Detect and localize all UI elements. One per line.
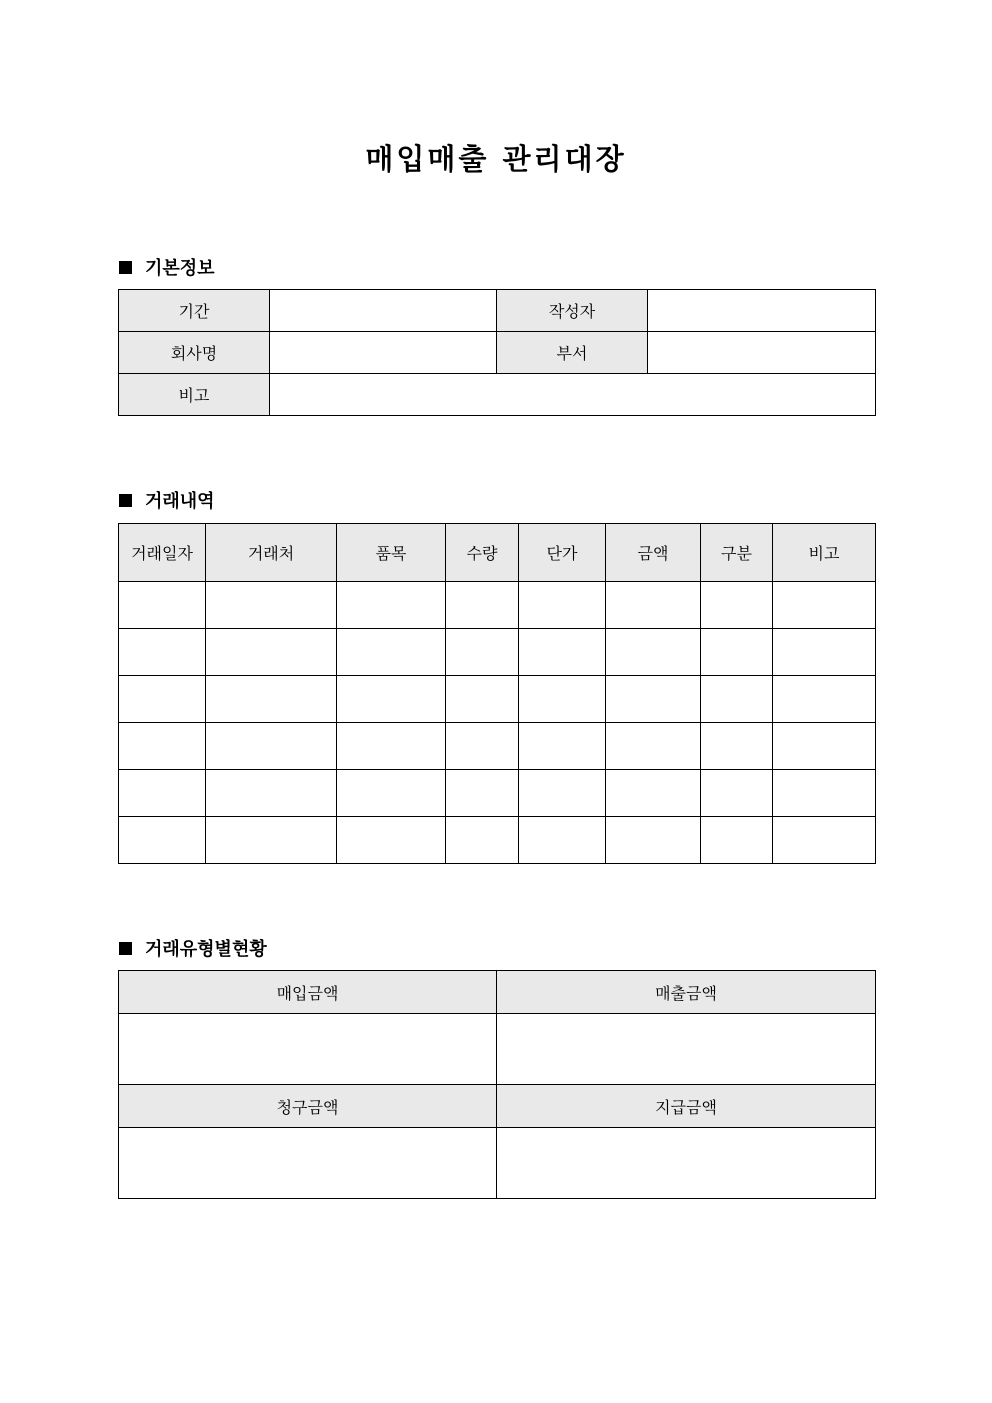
table-cell[interactable] — [337, 582, 446, 629]
table-cell[interactable] — [606, 770, 701, 817]
square-bullet-icon — [119, 494, 132, 507]
table-cell[interactable] — [337, 770, 446, 817]
column-header-type: 구분 — [701, 524, 773, 582]
section-heading-transactions — [119, 487, 215, 513]
column-header-date: 거래일자 — [119, 524, 206, 582]
table-cell[interactable] — [119, 817, 206, 864]
period-label: 기간 — [119, 290, 270, 332]
table-row — [119, 723, 876, 770]
table-cell[interactable] — [119, 582, 206, 629]
table-cell[interactable] — [519, 723, 606, 770]
table-cell[interactable] — [206, 629, 337, 676]
table-cell[interactable] — [773, 629, 876, 676]
basic-info-table — [118, 289, 876, 416]
transactions-header-row — [119, 524, 876, 582]
table-row — [119, 817, 876, 864]
section-heading-label: 거래내역 — [145, 491, 215, 512]
table-cell[interactable] — [206, 770, 337, 817]
company-label: 회사명 — [119, 332, 270, 374]
section-heading-summary — [119, 935, 267, 961]
note-field[interactable] — [270, 374, 876, 416]
table-cell[interactable] — [446, 770, 519, 817]
table-cell[interactable] — [701, 629, 773, 676]
table-cell[interactable] — [773, 770, 876, 817]
table-cell[interactable] — [206, 582, 337, 629]
table-cell[interactable] — [119, 676, 206, 723]
table-cell[interactable] — [519, 629, 606, 676]
table-cell[interactable] — [606, 676, 701, 723]
table-cell[interactable] — [701, 676, 773, 723]
table-cell[interactable] — [773, 817, 876, 864]
department-label: 부서 — [497, 332, 648, 374]
table-cell[interactable] — [519, 582, 606, 629]
column-header-client: 거래처 — [206, 524, 337, 582]
table-cell[interactable] — [446, 629, 519, 676]
billed-amount-field[interactable] — [119, 1128, 497, 1199]
table-cell[interactable] — [773, 582, 876, 629]
summary-table — [118, 970, 876, 1199]
table-cell[interactable] — [519, 770, 606, 817]
sales-amount-label: 매출금액 — [497, 971, 876, 1014]
square-bullet-icon — [119, 261, 132, 274]
billed-amount-label: 청구금액 — [119, 1085, 497, 1128]
column-header-unit-price: 단가 — [519, 524, 606, 582]
table-cell[interactable] — [701, 723, 773, 770]
table-cell[interactable] — [446, 723, 519, 770]
table-cell[interactable] — [446, 582, 519, 629]
paid-amount-field[interactable] — [497, 1128, 876, 1199]
table-cell[interactable] — [119, 723, 206, 770]
table-row — [119, 676, 876, 723]
table-cell[interactable] — [773, 723, 876, 770]
section-heading-basic-info — [119, 254, 215, 280]
column-header-quantity: 수량 — [446, 524, 519, 582]
table-cell[interactable] — [119, 629, 206, 676]
table-cell[interactable] — [446, 817, 519, 864]
section-heading-label: 기본정보 — [145, 258, 215, 279]
table-cell[interactable] — [701, 770, 773, 817]
table-cell[interactable] — [773, 676, 876, 723]
paid-amount-label: 지급금액 — [497, 1085, 876, 1128]
table-cell[interactable] — [206, 676, 337, 723]
table-cell[interactable] — [119, 770, 206, 817]
purchase-amount-label: 매입금액 — [119, 971, 497, 1014]
table-cell[interactable] — [606, 723, 701, 770]
sales-amount-field[interactable] — [497, 1014, 876, 1085]
table-row — [119, 770, 876, 817]
table-cell[interactable] — [206, 817, 337, 864]
transactions-table — [118, 523, 876, 864]
column-header-amount: 금액 — [606, 524, 701, 582]
company-field[interactable] — [270, 332, 497, 374]
table-cell[interactable] — [701, 582, 773, 629]
section-heading-label: 거래유형별현황 — [145, 939, 267, 960]
table-cell[interactable] — [446, 676, 519, 723]
page-title: 매입매출 관리대장 — [365, 142, 627, 176]
table-cell[interactable] — [337, 629, 446, 676]
table-cell[interactable] — [606, 817, 701, 864]
table-cell[interactable] — [206, 723, 337, 770]
note-label: 비고 — [119, 374, 270, 416]
table-cell[interactable] — [337, 817, 446, 864]
table-cell[interactable] — [337, 676, 446, 723]
author-field[interactable] — [648, 290, 876, 332]
square-bullet-icon — [119, 942, 132, 955]
table-cell[interactable] — [519, 817, 606, 864]
table-cell[interactable] — [337, 723, 446, 770]
period-field[interactable] — [270, 290, 497, 332]
table-row — [119, 582, 876, 629]
department-field[interactable] — [648, 332, 876, 374]
table-cell[interactable] — [606, 582, 701, 629]
purchase-amount-field[interactable] — [119, 1014, 497, 1085]
column-header-item: 품목 — [337, 524, 446, 582]
column-header-note: 비고 — [773, 524, 876, 582]
table-cell[interactable] — [701, 817, 773, 864]
author-label: 작성자 — [497, 290, 648, 332]
table-row — [119, 629, 876, 676]
table-cell[interactable] — [606, 629, 701, 676]
table-cell[interactable] — [519, 676, 606, 723]
